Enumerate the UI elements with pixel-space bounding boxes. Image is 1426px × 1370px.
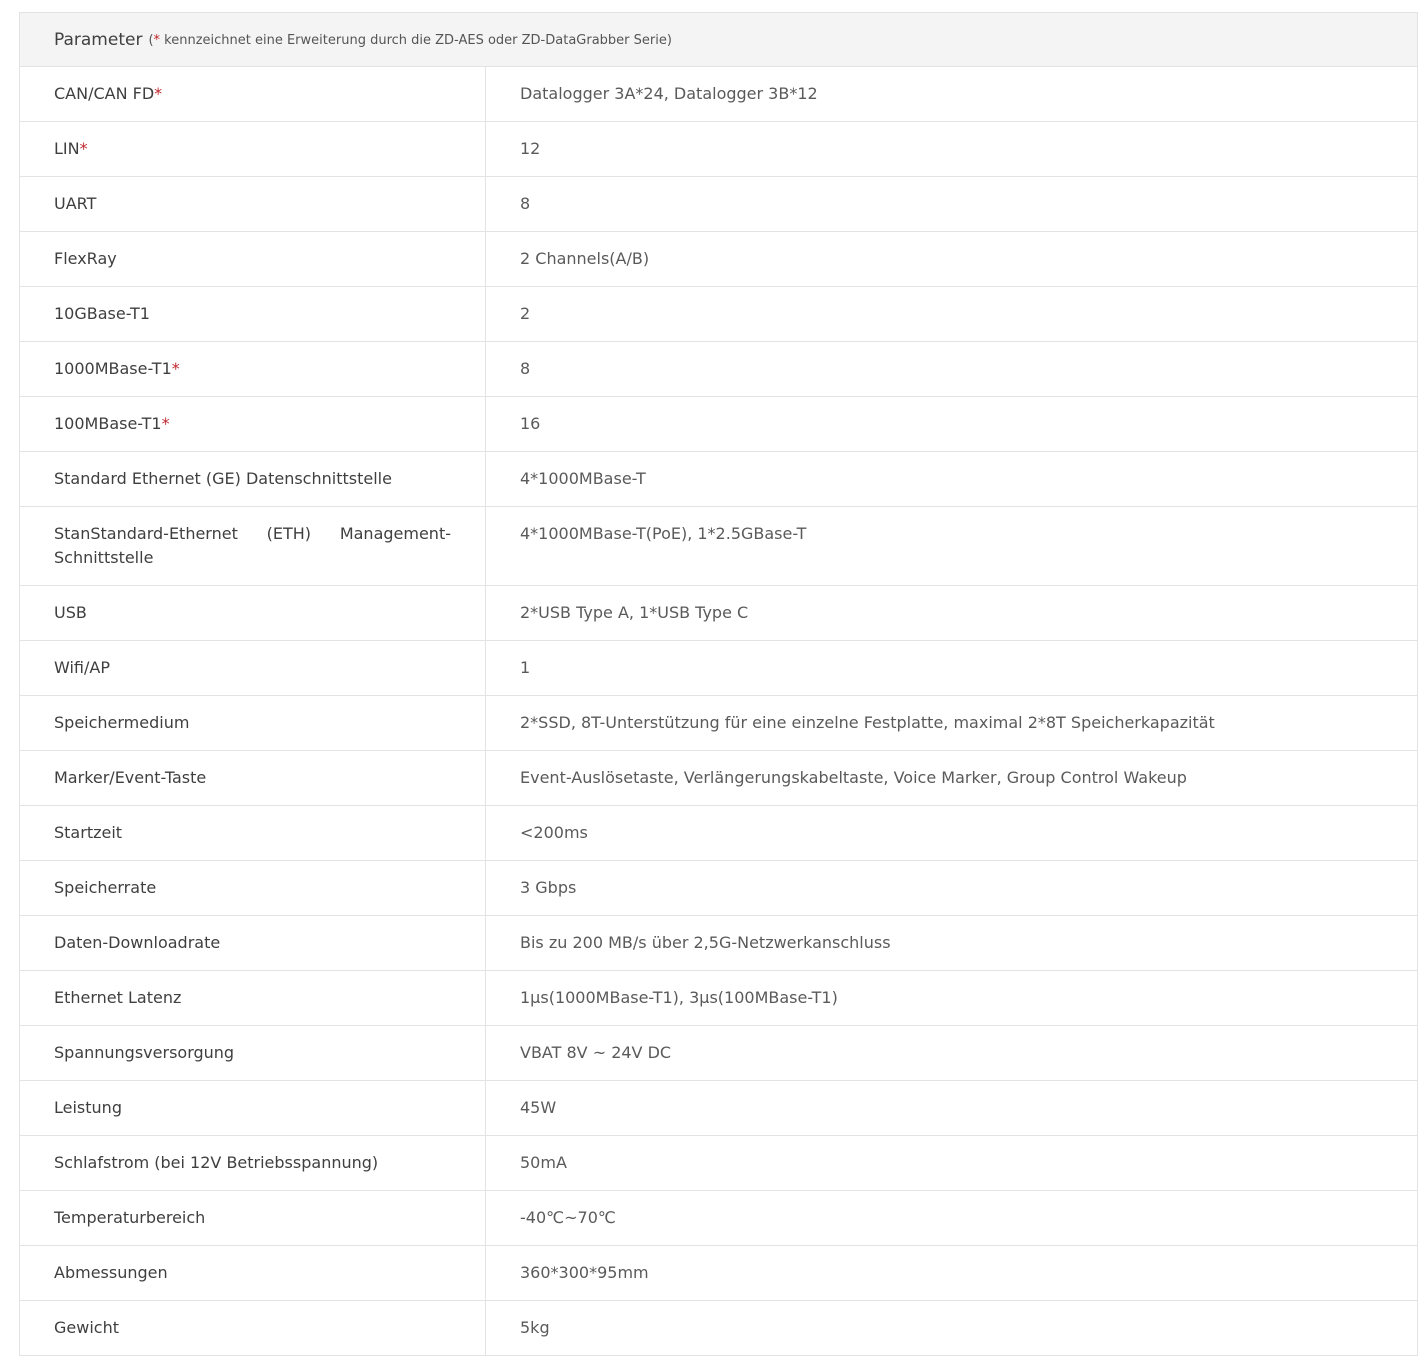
param-cell [20, 397, 486, 451]
table-row [20, 1026, 1417, 1081]
param-cell [20, 751, 486, 805]
value-cell: 50mA [520, 1153, 567, 1172]
value-cell: <200ms [520, 823, 588, 842]
param-label: Speicherrate [54, 878, 157, 897]
table-title: Parameter [54, 29, 143, 50]
asterisk-marker: * [154, 84, 163, 103]
value-cell: 45W [520, 1098, 557, 1117]
param-label: Standard Ethernet (GE) Datenschnittstelle [54, 469, 392, 488]
table-row [20, 342, 1417, 397]
param-label: StanStandard-Ethernet (ETH) Management-Schnittstelle [54, 524, 451, 567]
param-label: Schlafstrom (bei 12V Betriebsspannung) [54, 1153, 379, 1172]
param-cell [20, 586, 486, 640]
table-row [20, 1081, 1417, 1136]
value-cell: 3 Gbps [520, 878, 577, 897]
value-cell: -40℃~70℃ [520, 1208, 616, 1227]
param-label: USB [54, 603, 87, 622]
value-cell: VBAT 8V ~ 24V DC [520, 1043, 672, 1062]
param-cell [20, 1136, 486, 1190]
table-row [20, 177, 1417, 232]
param-cell [20, 122, 486, 176]
param-label: UART [54, 194, 97, 213]
table-row [20, 916, 1417, 971]
table-row [20, 586, 1417, 641]
param-label: Leistung [54, 1098, 122, 1117]
param-cell [20, 641, 486, 695]
table-row [20, 1246, 1417, 1301]
param-cell [20, 1081, 486, 1135]
param-label: CAN/CAN FD [54, 84, 155, 103]
param-cell [20, 1301, 486, 1355]
note-close-paren: ) [666, 33, 672, 48]
param-cell [20, 67, 486, 121]
value-cell: 2*SSD, 8T-Unterstützung für eine einzelne Festplatte, maximal 2*8T Speicherkapazität [520, 713, 1215, 732]
table-row [20, 232, 1417, 287]
param-cell [20, 177, 486, 231]
param-cell [20, 232, 486, 286]
table-row [20, 641, 1417, 696]
table-row [20, 806, 1417, 861]
param-label: 10GBase-T1 [54, 304, 150, 323]
value-cell: 2 Channels(A/B) [520, 249, 650, 268]
param-label: Abmessungen [54, 1263, 168, 1282]
param-label: Startzeit [54, 823, 123, 842]
param-cell [20, 861, 486, 915]
table-header [20, 13, 1417, 67]
param-cell [20, 1246, 486, 1300]
param-label: FlexRay [54, 249, 117, 268]
note-open-paren: ( [148, 33, 154, 48]
table-row [20, 507, 1417, 586]
value-cell: Bis zu 200 MB/s über 2,5G-Netzwerkanschluss [520, 933, 891, 952]
table-row [20, 67, 1417, 122]
table-row [20, 971, 1417, 1026]
param-cell [20, 696, 486, 750]
asterisk-marker: * [153, 33, 161, 48]
value-cell: 8 [520, 194, 531, 213]
param-label: Speichermedium [54, 713, 190, 732]
param-cell [20, 916, 486, 970]
table-row [20, 1136, 1417, 1191]
param-label: Gewicht [54, 1318, 119, 1337]
param-cell [20, 507, 486, 585]
asterisk-marker: * [79, 139, 88, 158]
param-label: Daten-Downloadrate [54, 933, 221, 952]
param-label: Spannungsversorgung [54, 1043, 235, 1062]
value-cell: 8 [520, 359, 531, 378]
param-label: Wifi/AP [54, 658, 110, 677]
param-label: Marker/Event-Taste [54, 768, 207, 787]
param-cell [20, 287, 486, 341]
param-label: Ethernet Latenz [54, 988, 182, 1007]
table-row [20, 452, 1417, 507]
param-cell [20, 971, 486, 1025]
value-cell: 12 [520, 139, 541, 158]
table-row [20, 751, 1417, 806]
table-row [20, 122, 1417, 177]
param-cell [20, 452, 486, 506]
spec-table [19, 12, 1418, 1356]
table-row [20, 287, 1417, 342]
header-note [148, 31, 671, 48]
value-cell: 2 [520, 304, 531, 323]
note-text: kennzeichnet eine Erweiterung durch die ZD-AES oder ZD-DataGrabber Serie [160, 33, 667, 48]
value-cell: 2*USB Type A, 1*USB Type C [520, 603, 749, 622]
value-cell: 16 [520, 414, 541, 433]
value-cell: 1μs(1000MBase-T1), 3μs(100MBase-T1) [520, 988, 838, 1007]
param-cell [20, 806, 486, 860]
param-label: 100MBase-T1 [54, 414, 162, 433]
param-cell [20, 342, 486, 396]
value-cell: Event-Auslösetaste, Verlängerungskabeltaste, Voice Marker, Group Control Wakeup [520, 768, 1187, 787]
value-cell: 5kg [520, 1318, 550, 1337]
param-label: Temperaturbereich [54, 1208, 206, 1227]
table-row [20, 1301, 1417, 1356]
value-cell: 1 [520, 658, 531, 677]
param-cell [20, 1026, 486, 1080]
table-row [20, 397, 1417, 452]
param-cell [20, 1191, 486, 1245]
value-cell: 4*1000MBase-T(PoE), 1*2.5GBase-T [520, 524, 807, 543]
value-cell: 4*1000MBase-T [520, 469, 646, 488]
table-row [20, 696, 1417, 751]
asterisk-marker: * [171, 359, 180, 378]
table-row [20, 861, 1417, 916]
asterisk-marker: * [161, 414, 170, 433]
param-label: LIN [54, 139, 80, 158]
value-cell: 360*300*95mm [520, 1263, 649, 1282]
param-label: 1000MBase-T1 [54, 359, 172, 378]
table-row [20, 1191, 1417, 1246]
value-cell: Datalogger 3A*24, Datalogger 3B*12 [520, 84, 818, 103]
